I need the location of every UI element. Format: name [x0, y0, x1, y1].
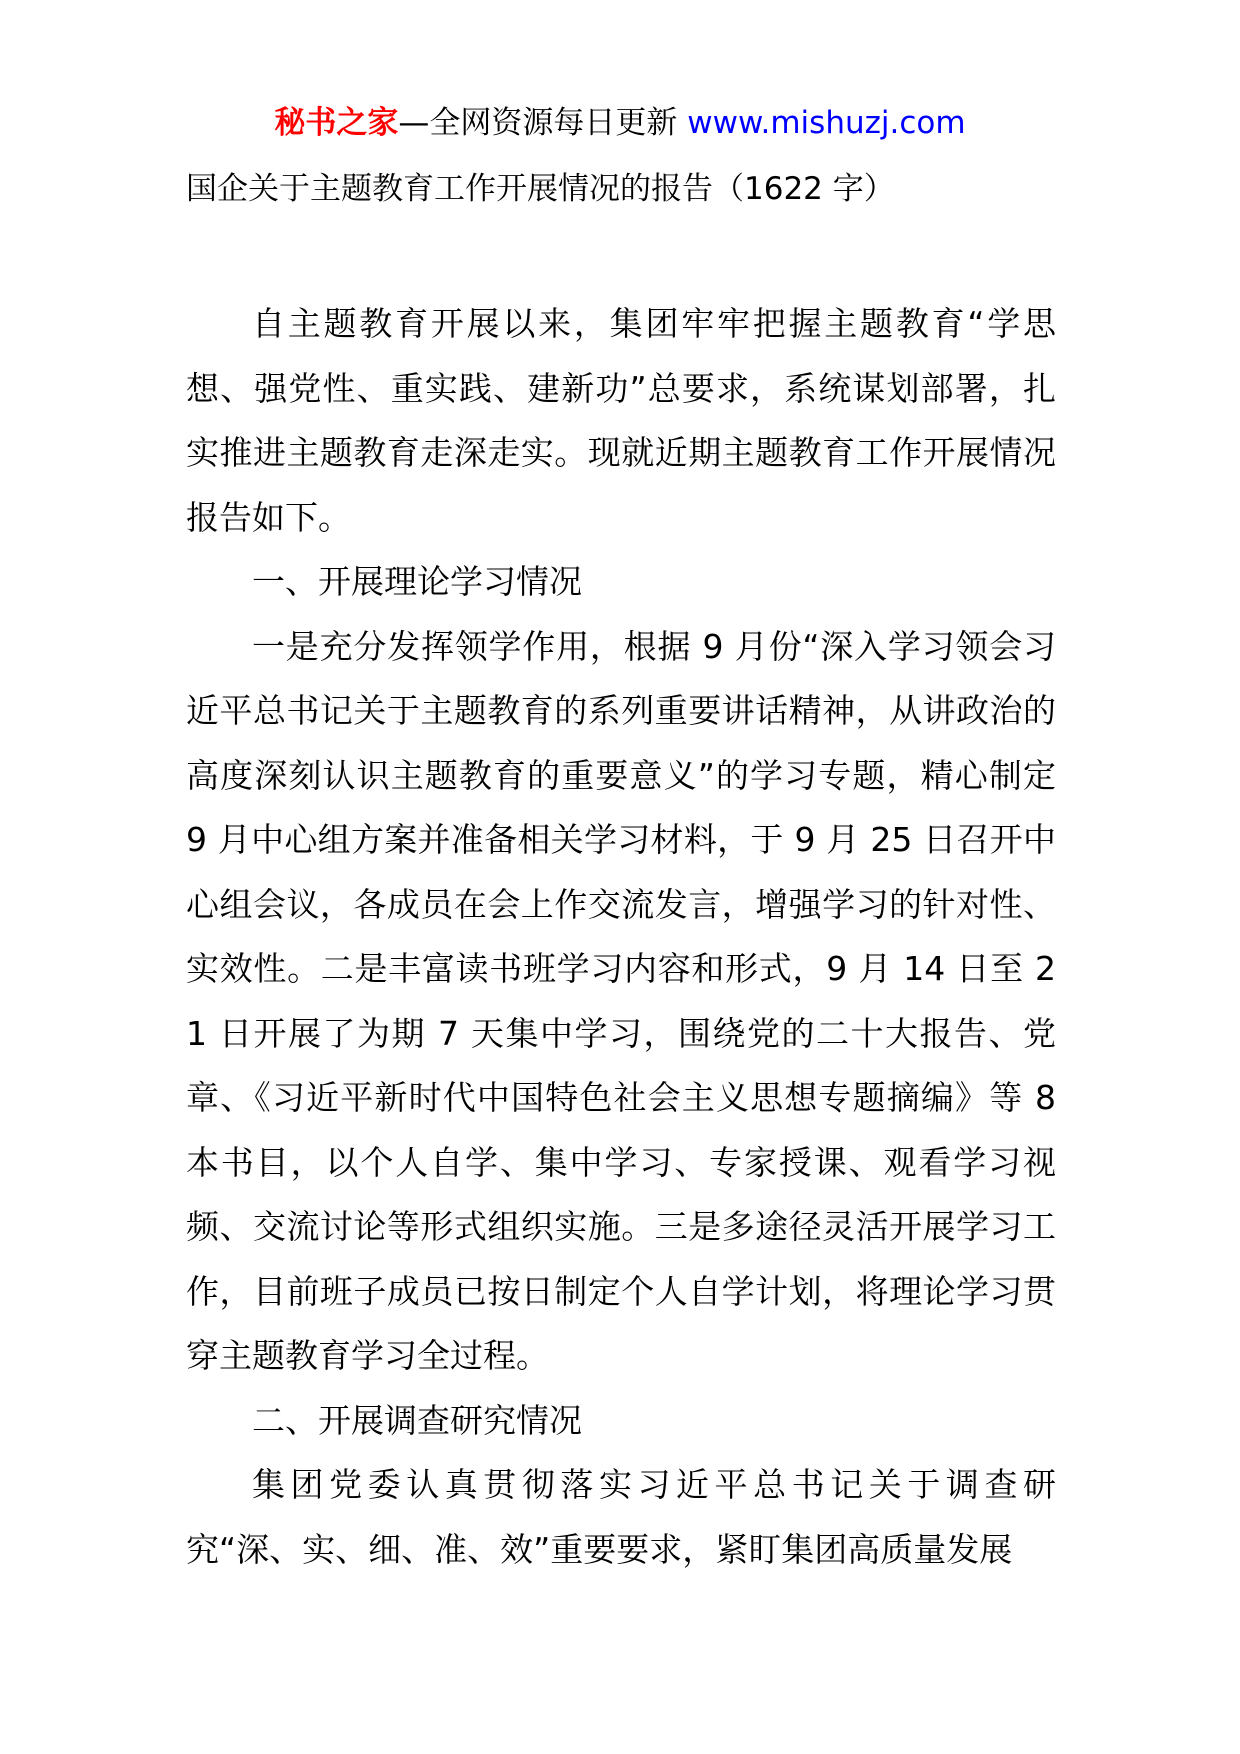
- section-heading-research: 二、开展调查研究情况: [252, 1400, 582, 1440]
- theory-study-paragraph: 一是充分发挥领学作用，根据 9 月份“深入学习领会习近平总书记关于主题教育的系列重要讲话精神，从讲政治的高度深刻认识主题教育的重要意义”的学习专题，精心制定 9 月中心组方案并准备相关学习材料，于 9 月 25 日召开中心组会议，各成员在会上作交流发言，增强学习的针对性、实效性。二是丰富读书班学习内容和形式，9 月 14 日至 21 日开展了为期 7 天集中学习，围绕党的二十大报告、党章、《习近平新时代中国特色社会主义思想专题摘编》等 8 本书目，以个人自学、集中学习、专家授课、观看学习视频、交流讨论等形式组织实施。三是多途径灵活开展学习工作，目前班子成员已按日制定个人自学计划，将理论学习贯穿主题教育学习全过程。: [186, 626, 1056, 1375]
- site-url-link[interactable]: www.mishuzj.com: [687, 105, 966, 141]
- site-header: [0, 100, 1240, 146]
- research-paragraph: 集团党委认真贯彻落实习近平总书记关于调查研究“深、实、细、准、效”重要要求，紧盯集团高质量发展: [186, 1465, 1056, 1569]
- document-body: [186, 292, 1056, 1582]
- intro-paragraph: 自主题教育开展以来，集团牢牢把握主题教育“学思想、强党性、重实践、建新功”总要求，系统谋划部署，扎实推进主题教育走深走实。现就近期主题教育工作开展情况报告如下。: [186, 304, 1056, 537]
- section-heading-theory-study: 一、开展理论学习情况: [252, 562, 582, 601]
- document-title: 国企关于主题教育工作开展情况的报告（1622 字）: [186, 171, 895, 207]
- brand-name: 秘书之家: [274, 105, 399, 141]
- site-tagline: —全网资源每日更新: [398, 105, 688, 141]
